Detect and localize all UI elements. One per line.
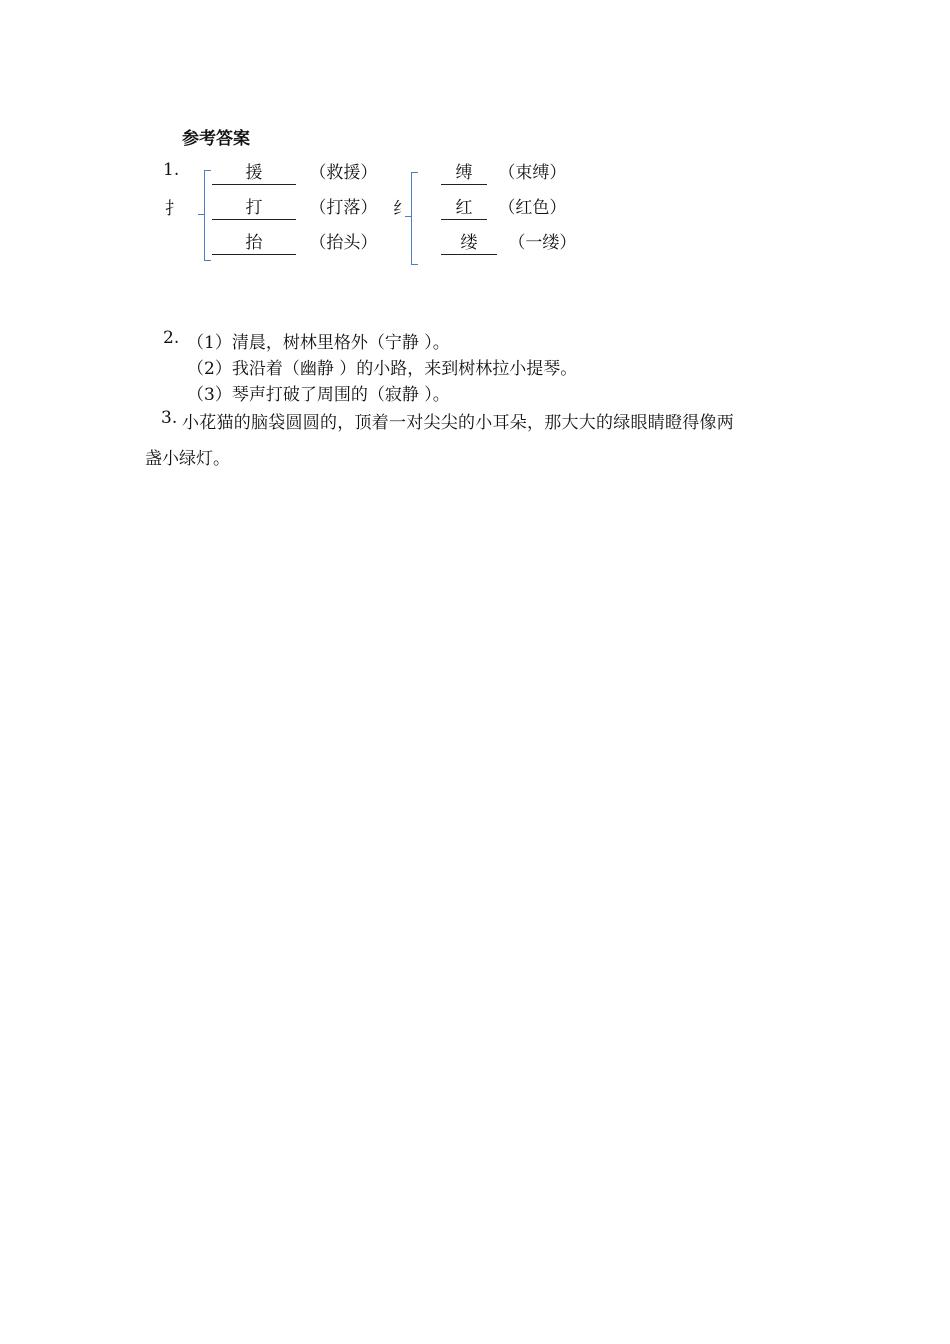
question-3-number: 3. [161,408,178,428]
question-2-number: 2. [163,328,180,348]
group-b-row-1 [441,158,566,185]
left-brace-b [411,172,418,265]
radical-silk: 纟 [393,199,410,219]
example-word: （抬头） [309,233,378,253]
question-2-line-1: （1）清晨，树林里格外（宁静 ）。 [187,333,450,353]
left-brace-a [204,170,211,261]
example-word: （红色） [498,198,567,218]
question-3-line-2: 盏小绿灯。 [145,449,230,469]
answer-blank: 援 [212,163,296,185]
question-3-line-1: 小花猫的脑袋圆圆的，顶着一对尖尖的小耳朵，那大大的绿眼睛瞪得像两 [182,413,734,433]
left-brace-b-tick [405,216,411,217]
answer-blank: 打 [212,198,296,220]
section-title: 参考答案 [182,129,250,149]
radical-hand: 扌 [165,199,182,219]
group-a-row-3 [212,228,377,255]
example-word: （打落） [309,198,378,218]
question-1-number: 1. [163,160,180,180]
group-a-row-1 [212,158,377,185]
example-word: （一缕） [508,233,577,253]
question-2-line-2: （2）我沿着（幽静 ）的小路，来到树林拉小提琴。 [187,359,578,379]
answer-blank: 抬 [212,233,296,255]
answer-blank: 缚 [441,163,487,185]
left-brace-a-tick [198,214,204,215]
answer-blank: 缕 [441,233,497,255]
answer-blank: 红 [441,198,487,220]
question-2-line-3: （3）琴声打破了周围的（寂静 ）。 [187,385,450,405]
group-b-row-2 [441,193,566,220]
example-word: （束缚） [498,163,567,183]
example-word: （救援） [309,163,378,183]
group-b-row-3 [441,228,576,255]
group-a-row-2 [212,193,377,220]
